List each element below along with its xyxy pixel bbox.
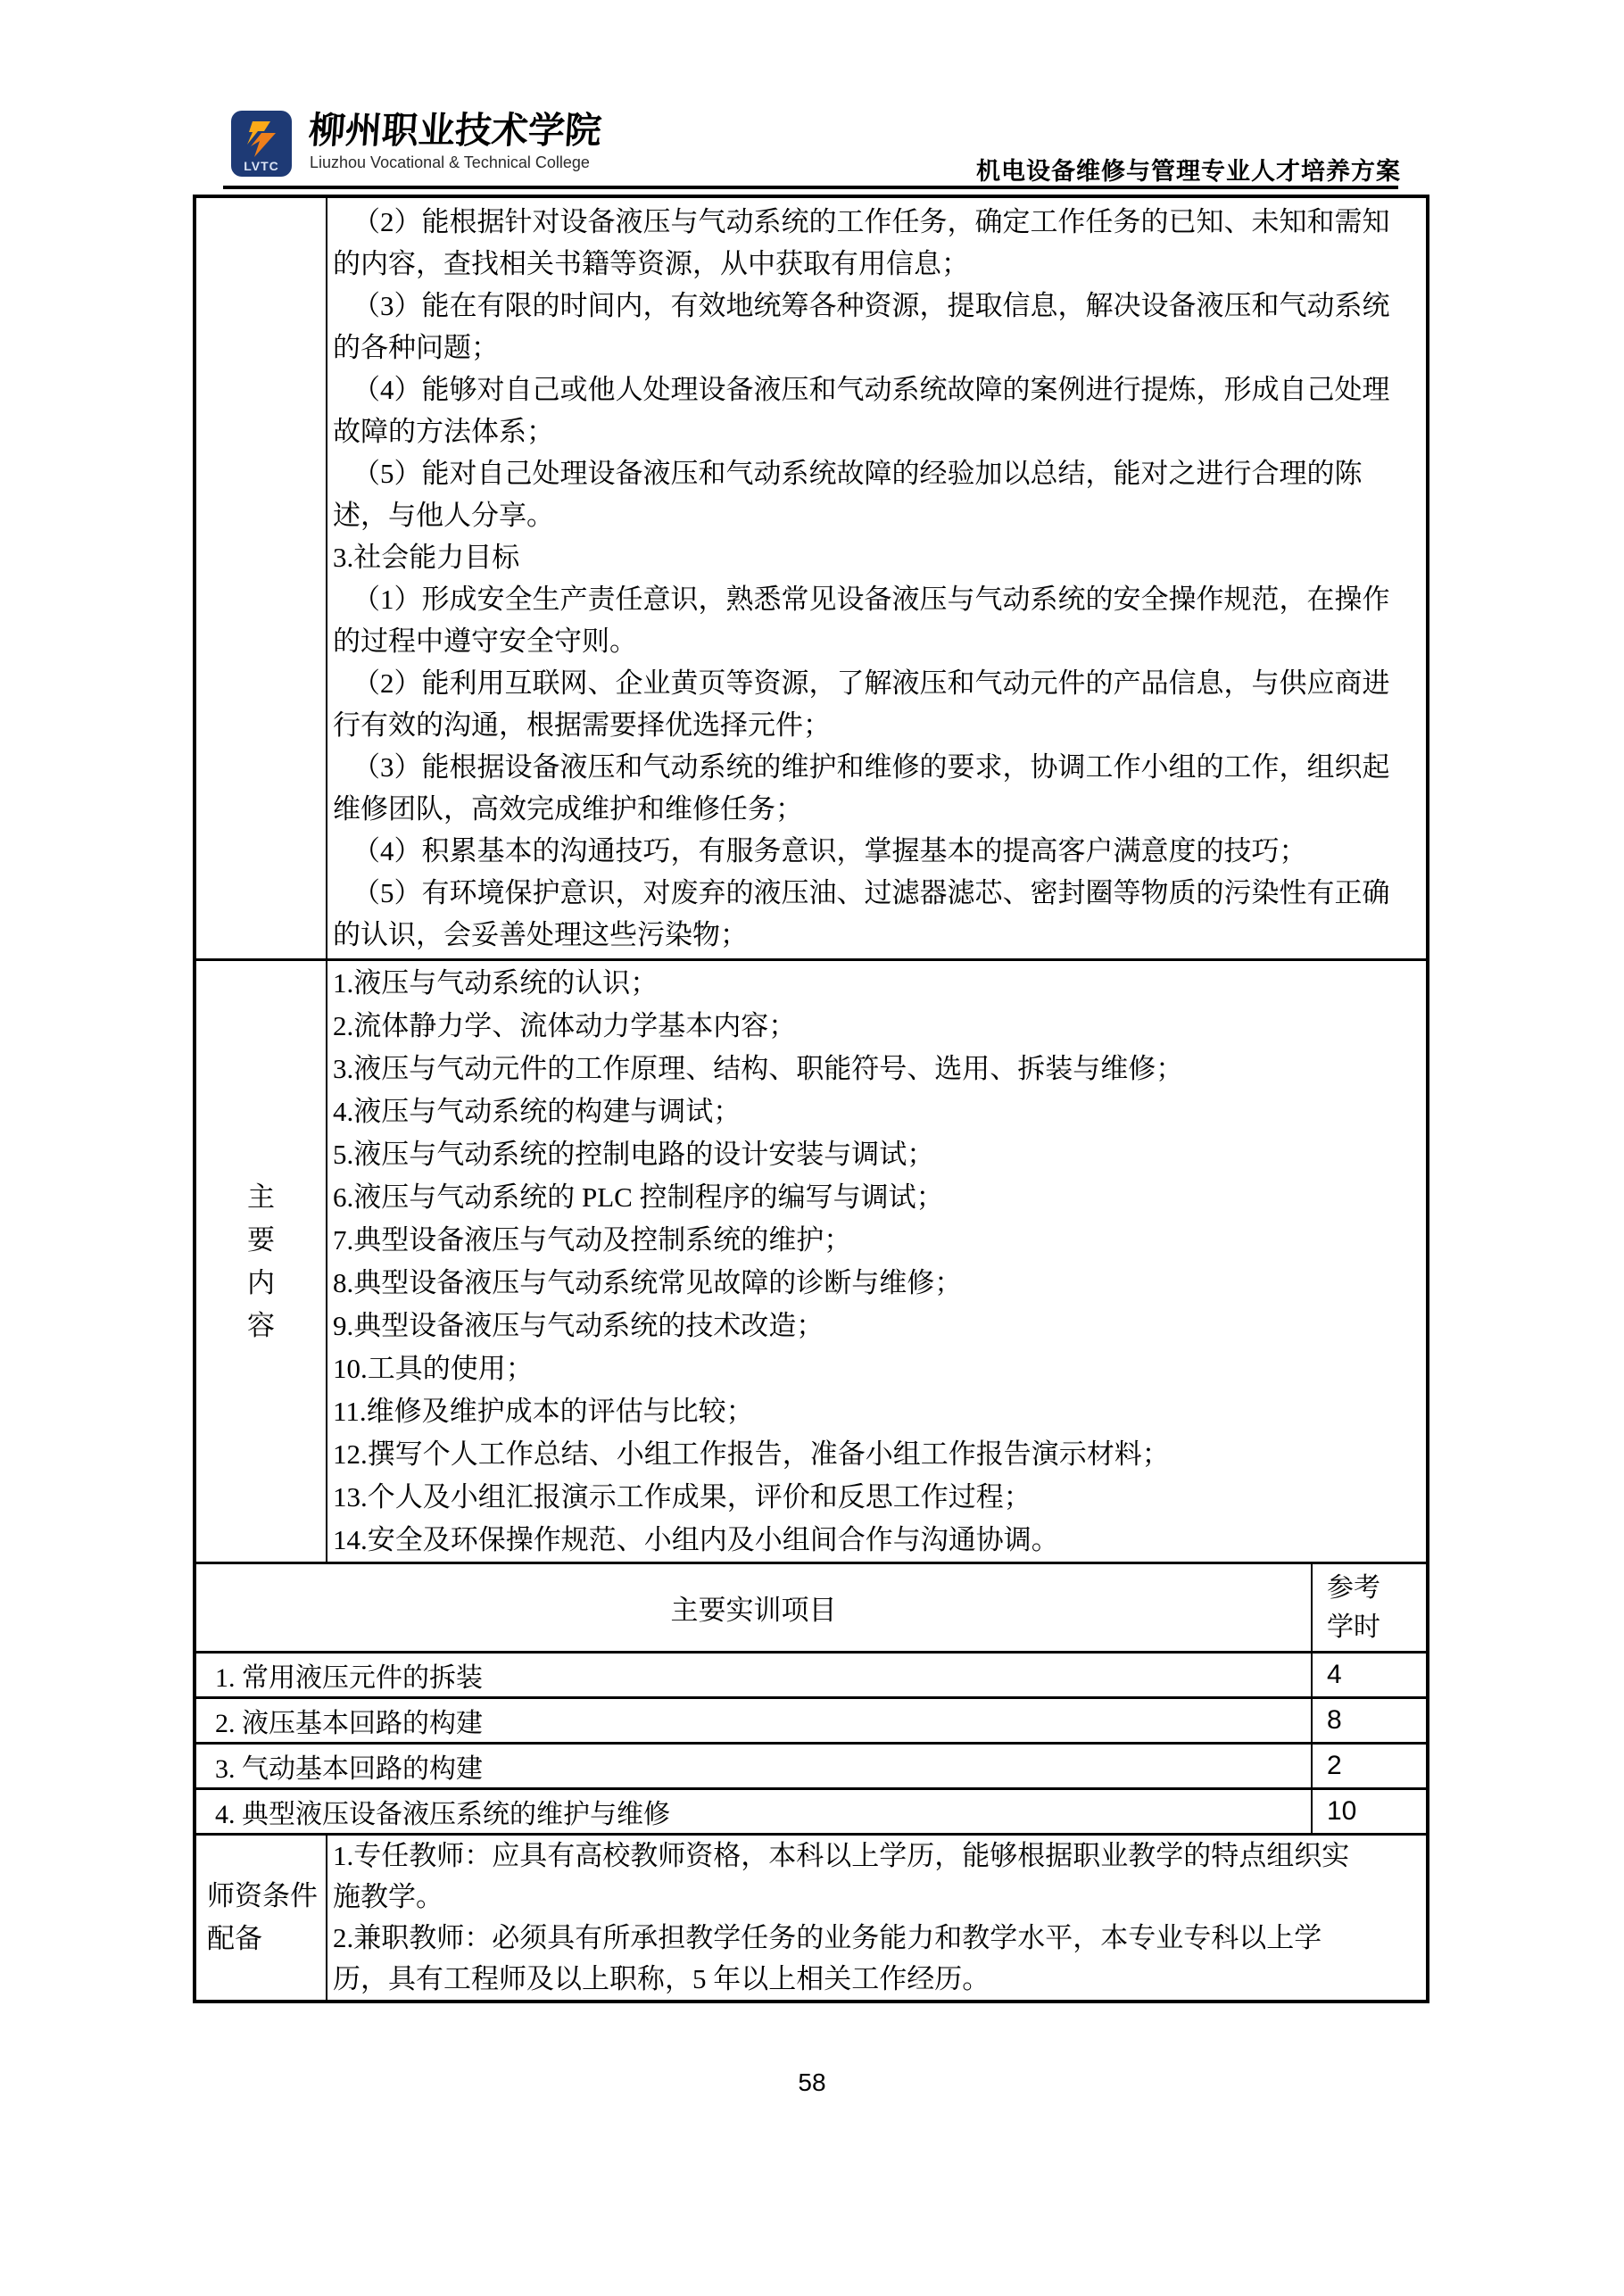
training-header-title: 主要实训项目 (670, 1595, 837, 1627)
text-line: 的过程中遵守安全守则。 (333, 626, 637, 657)
training-row (196, 1790, 1426, 1836)
ability-goals-content (327, 198, 1426, 958)
training-row-hours: 2 (1311, 1745, 1426, 1787)
training-row-hours: 4 (1311, 1654, 1426, 1696)
text-line: 4.液压与气动系统的构建与调试； (333, 1095, 742, 1127)
text-line: （3）能在有限的时间内，有效地统筹各种资源，提取信息，解决设备液压和气动系统 (352, 290, 1390, 321)
text-line: （1）形成安全生产责任意识，熟悉常见设备液压与气动系统的安全操作规范，在操作 (352, 584, 1390, 615)
text-line: 9.典型设备液压与气动系统的技术改造； (333, 1309, 824, 1341)
text-line: 5.液压与气动系统的控制电路的设计安装与调试； (333, 1138, 935, 1170)
teacher-requirements-label (196, 1836, 327, 2000)
text-line: 参考 (1327, 1572, 1380, 1603)
text-line: 行有效的沟通，根据需要择优选择元件； (333, 709, 831, 741)
text-line: 3.液压与气动元件的工作原理、结构、职能符号、选用、拆装与维修； (333, 1052, 1184, 1084)
text-line: 配备 (207, 1923, 262, 1954)
text-line: 2.流体静力学、流体动力学基本内容； (333, 1009, 797, 1041)
text-line: 11.维修及维护成本的评估与比较； (333, 1395, 754, 1427)
ability-goals-label-cell (196, 198, 327, 958)
main-content-list (327, 961, 1426, 1562)
text-line: （2）能根据针对设备液压与气动系统的工作任务，确定工作任务的已知、未知和需知 (352, 206, 1390, 237)
text-line: 容 (247, 1309, 275, 1341)
page-number: 58 (798, 2068, 826, 2096)
header-rule (223, 186, 1398, 189)
text-line: 2.兼职教师：必须具有所承担教学任务的业务能力和教学水平，本专业专科以上学 (333, 1922, 1322, 1953)
ability-goals-row (196, 198, 1426, 961)
text-line: 主 (247, 1181, 275, 1213)
training-header-row (196, 1564, 1426, 1654)
training-rows (196, 1654, 1426, 1836)
hours-header-cell (1311, 1564, 1426, 1651)
text-line: 要 (247, 1223, 275, 1256)
text-line: （2）能利用互联网、企业黄页等资源，了解液压和气动元件的产品信息，与供应商进 (352, 667, 1390, 699)
text-line: （4）积累基本的沟通技巧，有服务意识，掌握基本的提高客户满意度的技巧； (352, 835, 1307, 866)
main-content-label (196, 961, 327, 1562)
training-row-hours: 10 (1311, 1790, 1426, 1833)
text-line: 内 (247, 1266, 275, 1298)
text-line: 7.典型设备液压与气动及控制系统的维护； (333, 1223, 852, 1256)
training-row (196, 1745, 1426, 1790)
text-line: 维修团队，高效完成维护和维修任务； (333, 793, 803, 825)
logo-abbr-text: LVTC (244, 159, 279, 173)
document-title: 机电设备维修与管理专业人才培养方案 (976, 158, 1401, 185)
text-line: 的内容，查找相关书籍等资源，从中获取有用信息； (333, 248, 969, 279)
text-line: （3）能根据设备液压和气动系统的维护和维修的要求，协调工作小组的工作，组织起 (352, 751, 1390, 783)
text-line: （4）能够对自己或他人处理设备液压和气动系统故障的案例进行提炼，形成自己处理 (352, 374, 1390, 405)
text-line: 的认识，会妥善处理这些污染物； (333, 919, 748, 950)
text-line: 10.工具的使用； (333, 1352, 534, 1384)
text-line: 故障的方法体系； (333, 416, 554, 447)
text-line: 的各种问题； (333, 332, 499, 363)
training-row (196, 1654, 1426, 1699)
teacher-requirements-row (196, 1836, 1426, 2000)
college-logo (231, 111, 292, 177)
text-line: 述，与他人分享。 (333, 500, 554, 531)
text-line: 14.安全及环保操作规范、小组内及小组间合作与沟通协调。 (333, 1523, 1059, 1555)
text-line: 3.社会能力目标 (333, 542, 520, 573)
training-row-hours: 8 (1311, 1699, 1426, 1742)
teacher-requirements-content (327, 1836, 1426, 2000)
college-name-chinese: 柳州职业技术学院 (307, 110, 603, 151)
text-line: 施教学。 (333, 1881, 443, 1912)
training-plan-table (193, 195, 1429, 2003)
training-row (196, 1699, 1426, 1745)
text-line: 6.液压与气动系统的 PLC 控制程序的编写与调试； (333, 1181, 944, 1213)
text-line: 历，具有工程师及以上职称，5 年以上相关工作经历。 (333, 1963, 990, 1994)
training-row-name: 4. 典型液压设备液压系统的维护与维修 (215, 1800, 670, 1829)
training-row-name: 3. 气动基本回路的构建 (215, 1754, 483, 1784)
text-line: 1.液压与气动系统的认识； (333, 966, 659, 999)
text-line: 8.典型设备液压与气动系统常见故障的诊断与维修； (333, 1266, 963, 1298)
training-row-name: 1. 常用液压元件的拆装 (215, 1663, 483, 1693)
text-line: 12.撰写个人工作总结、小组工作报告，准备小组工作报告演示材料； (333, 1438, 1170, 1470)
text-line: 13.个人及小组汇报演示工作成果，评价和反思工作过程； (333, 1480, 1032, 1513)
training-row-name: 2. 液压基本回路的构建 (215, 1709, 483, 1738)
lvtc-lightning-icon (240, 118, 283, 161)
main-content-row (196, 961, 1426, 1564)
college-name-english: Liuzhou Vocational & Technical College (310, 153, 590, 171)
text-line: 学时 (1327, 1612, 1380, 1642)
text-line: 师资条件 (207, 1880, 318, 1911)
text-line: （5）有环境保护意识，对废弃的液压油、过滤器滤芯、密封圈等物质的污染性有正确 (352, 877, 1390, 908)
text-line: （5）能对自己处理设备液压和气动系统故障的经验加以总结，能对之进行合理的陈 (352, 458, 1363, 489)
text-line: 1.专任教师：应具有高校教师资格，本科以上学历，能够根据职业教学的特点组织实 (333, 1840, 1350, 1871)
